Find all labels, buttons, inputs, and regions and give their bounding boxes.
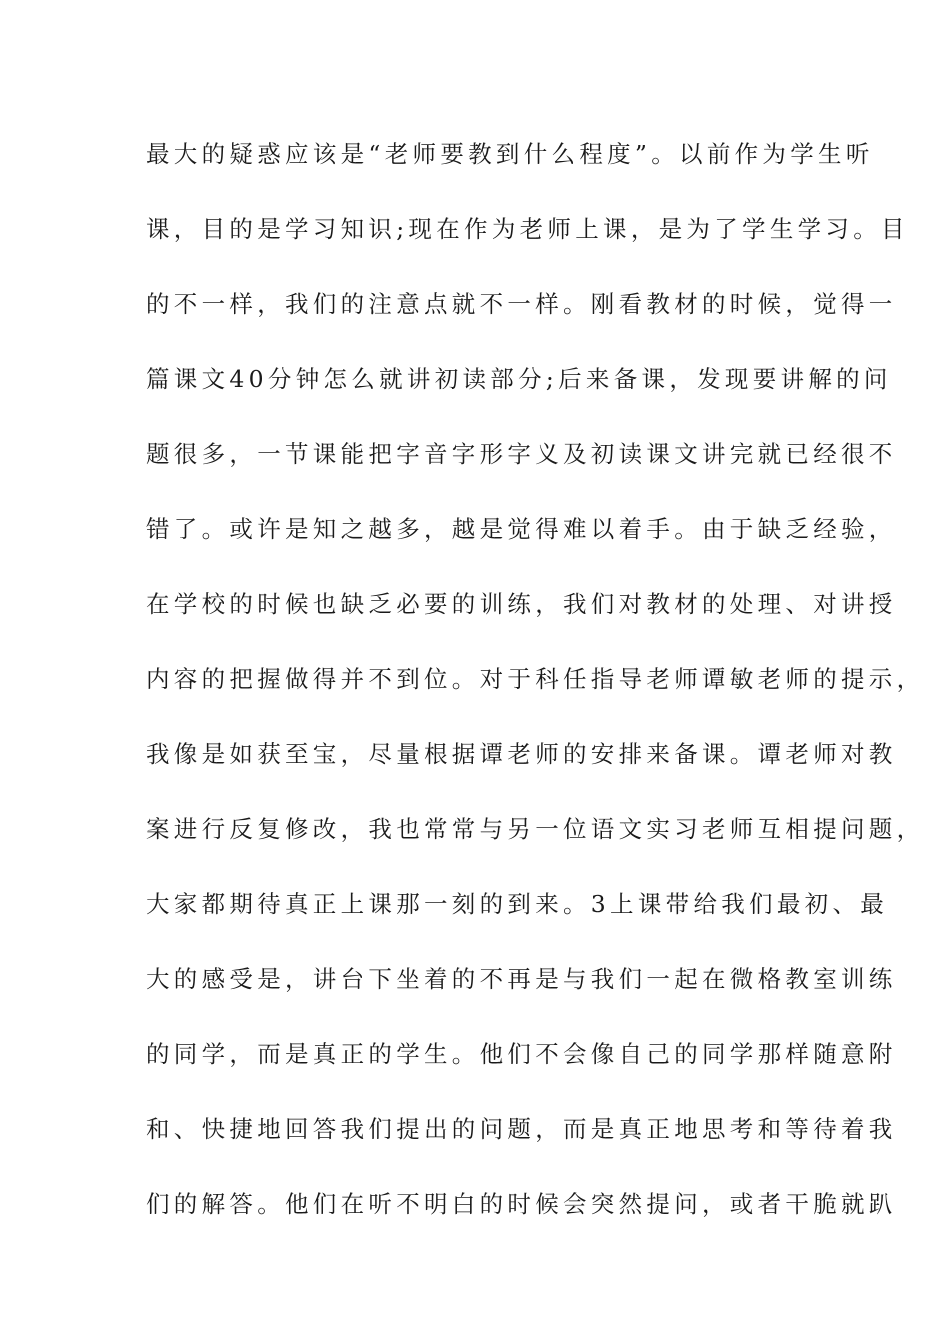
text-line: 大的感受是，讲台下坐着的不再是与我们一起在微格教室训练: [146, 965, 897, 993]
text-line: 课，目的是学习知识;现在作为老师上课，是为了学生学习。目: [146, 215, 909, 243]
text-line: 篇课文40分钟怎么就讲初读部分;后来备课，发现要讲解的问: [146, 365, 892, 393]
text-line: 大家都期待真正上课那一刻的到来。3上课带给我们最初、最: [146, 890, 889, 918]
text-line: 的不一样，我们的注意点就不一样。刚看教材的时候，觉得一: [146, 290, 897, 318]
text-line: 在学校的时候也缺乏必要的训练，我们对教材的处理、对讲授: [146, 590, 897, 618]
body-text: [146, 136, 925, 1261]
text-line: 们的解答。他们在听不明白的时候会突然提问，或者干脆就趴: [146, 1190, 897, 1218]
text-line: 案进行反复修改，我也常常与另一位语文实习老师互相提问题，: [146, 815, 925, 843]
text-line: 的同学，而是真正的学生。他们不会像自己的同学那样随意附: [146, 1040, 897, 1068]
text-line: 内容的把握做得并不到位。对于科任指导老师谭敏老师的提示，: [146, 665, 925, 693]
text-line: 和、快捷地回答我们提出的问题，而是真正地思考和等待着我: [146, 1115, 897, 1143]
text-line: 题很多，一节课能把字音字形字义及初读课文讲完就已经很不: [146, 440, 897, 468]
text-line: 错了。或许是知之越多，越是觉得难以着手。由于缺乏经验，: [146, 515, 897, 543]
text-line: 最大的疑惑应该是“老师要教到什么程度”。以前作为学生听: [146, 140, 874, 168]
text-line: 我像是如获至宝，尽量根据谭老师的安排来备课。谭老师对教: [146, 740, 897, 768]
